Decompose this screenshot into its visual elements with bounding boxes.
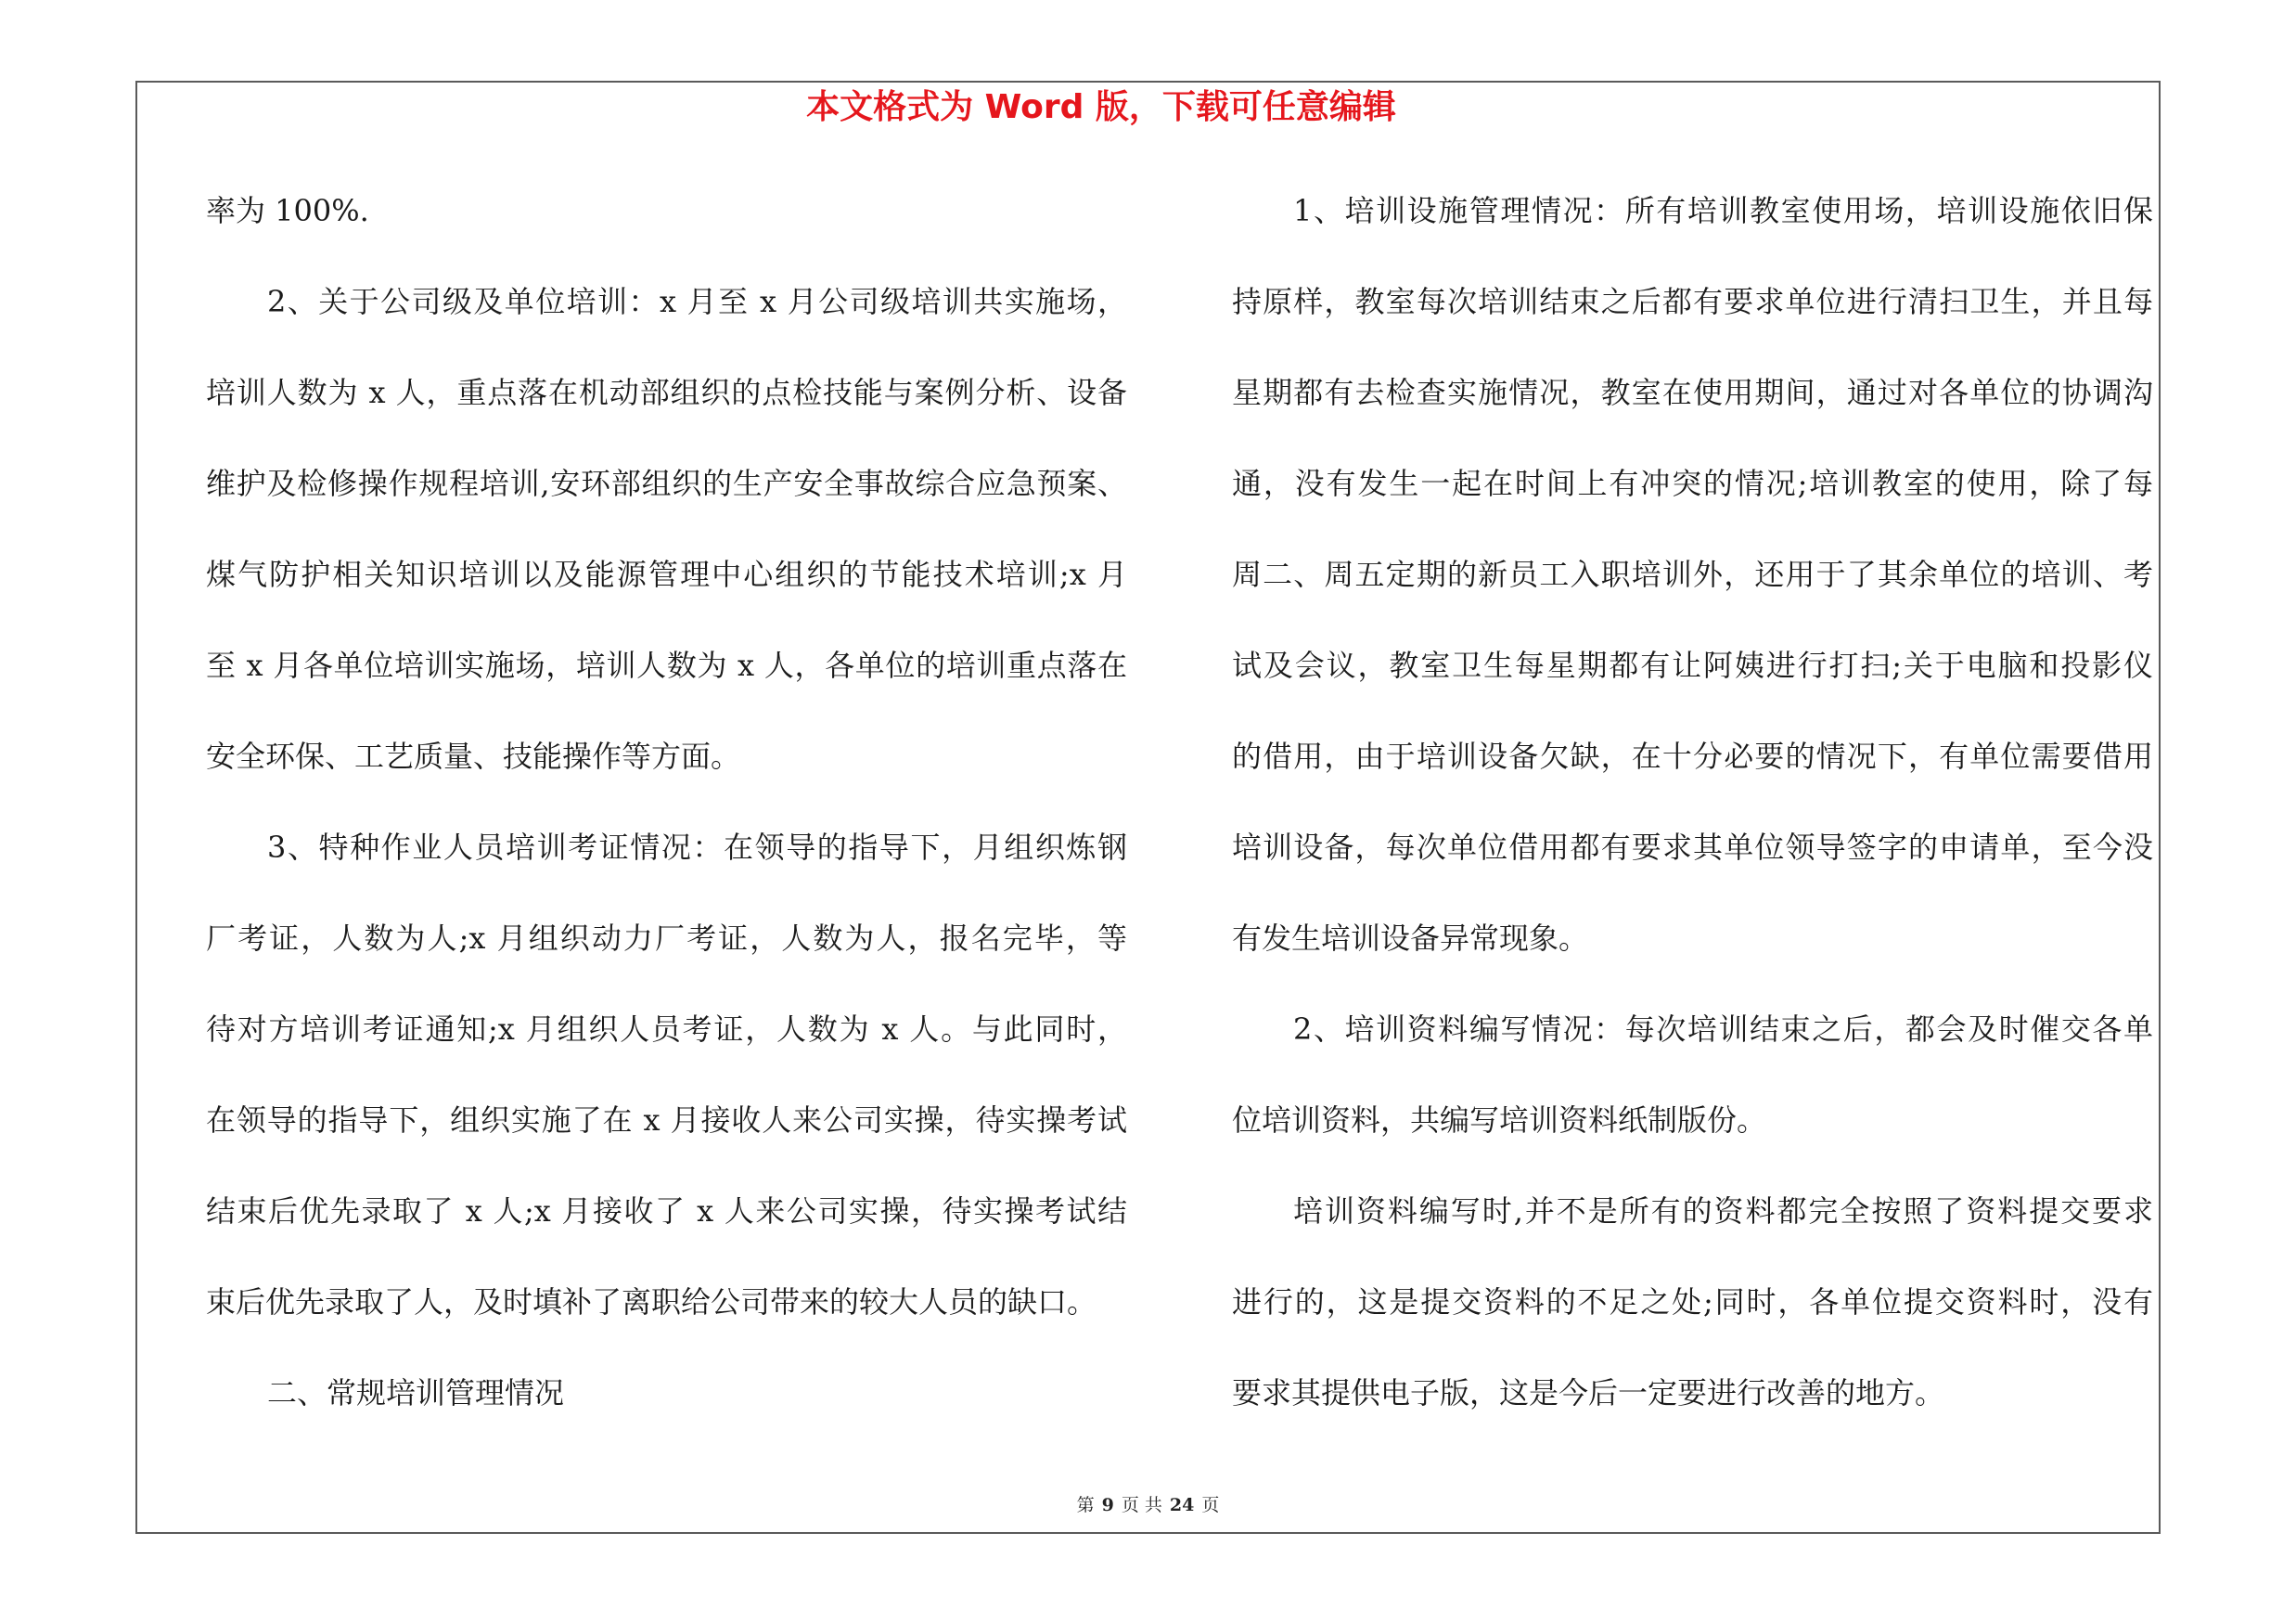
text-line: 率为 100%.	[206, 193, 369, 228]
format-notice-banner: 本文格式为 Word 版，下载可任意编辑	[806, 88, 1396, 126]
paragraph-continued-rate	[206, 165, 1127, 256]
text-line: 3、特种作业人员培训考证情况：在领导的指导下，月组织炼钢	[267, 830, 1127, 865]
text-line: 束后优先录取了人，及时填补了离职给公司带来的较大人员的缺口。	[206, 1284, 1097, 1320]
section-heading-routine-training	[206, 1347, 1127, 1438]
text-line: 培训设备，每次单位借用都有要求其单位领导签字的申请单，至今没	[1232, 830, 2153, 865]
paragraph-company-training	[206, 256, 1127, 802]
text-line: 培训人数为 x 人，重点落在机动部组织的点检技能与案例分析、设备	[206, 375, 1127, 410]
text-line: 2、关于公司级及单位培训：x 月至 x 月公司级培训共实施场，	[267, 284, 1127, 319]
page-label-middle: 页 共	[1121, 1495, 1162, 1515]
text-line: 有发生培训设备异常现象。	[1232, 921, 1589, 956]
text-line: 1、培训设施管理情况：所有培训教室使用场，培训设施依旧保	[1293, 193, 2153, 228]
paragraph-materials-writing	[1232, 984, 2153, 1166]
page-label-prefix: 第	[1076, 1495, 1095, 1515]
text-line: 的借用，由于培训设备欠缺，在十分必要的情况下，有单位需要借用	[1232, 739, 2153, 774]
text-line: 安全环保、工艺质量、技能操作等方面。	[206, 739, 741, 774]
text-line: 待对方培训考证通知;x 月组织人员考证，人数为 x 人。与此同时，	[206, 1011, 1127, 1047]
page-label-suffix: 页	[1201, 1495, 1220, 1515]
text-line: 在领导的指导下，组织实施了在 x 月接收人来公司实操，待实操考试	[206, 1102, 1127, 1138]
text-line: 2、培训资料编写情况：每次培训结束之后，都会及时催交各单	[1293, 1011, 2153, 1047]
paragraph-facility-management	[1232, 165, 2153, 984]
text-line: 位培训资料，共编写培训资料纸制版份。	[1232, 1102, 1767, 1138]
left-column	[206, 165, 1127, 1438]
text-line: 持原样，教室每次培训结束之后都有要求单位进行清扫卫生，并且每	[1232, 284, 2153, 319]
section-heading: 二、常规培训管理情况	[267, 1375, 565, 1410]
current-page-number: 9	[1101, 1495, 1114, 1515]
text-line: 培训资料编写时,并不是所有的资料都完全按照了资料提交要求	[1293, 1193, 2153, 1229]
text-line: 进行的，这是提交资料的不足之处;同时，各单位提交资料时，没有	[1232, 1284, 2153, 1320]
text-line: 厂考证，人数为人;x 月组织动力厂考证，人数为人，报名完毕，等	[206, 921, 1127, 956]
right-column	[1232, 165, 2153, 1438]
page-number-footer	[135, 1492, 2161, 1518]
text-line: 至 x 月各单位培训实施场，培训人数为 x 人，各单位的培训重点落在	[206, 648, 1127, 683]
total-page-count: 24	[1169, 1495, 1195, 1515]
text-line: 结束后优先录取了 x 人;x 月接收了 x 人来公司实操，待实操考试结	[206, 1193, 1127, 1229]
paragraph-special-operations-certification	[206, 802, 1127, 1347]
text-line: 星期都有去检查实施情况，教室在使用期间，通过对各单位的协调沟	[1232, 375, 2153, 410]
text-line: 维护及检修操作规程培训,安环部组织的生产安全事故综合应急预案、	[206, 466, 1127, 501]
text-line: 周二、周五定期的新员工入职培训外，还用于了其余单位的培训、考	[1232, 557, 2153, 592]
text-line: 要求其提供电子版，这是今后一定要进行改善的地方。	[1232, 1375, 1945, 1410]
text-line: 通，没有发生一起在时间上有冲突的情况;培训教室的使用，除了每	[1232, 466, 2153, 501]
paragraph-materials-shortcomings	[1232, 1166, 2153, 1438]
text-line: 煤气防护相关知识培训以及能源管理中心组织的节能技术培训;x 月	[206, 557, 1127, 592]
text-line: 试及会议，教室卫生每星期都有让阿姨进行打扫;关于电脑和投影仪	[1232, 648, 2153, 683]
